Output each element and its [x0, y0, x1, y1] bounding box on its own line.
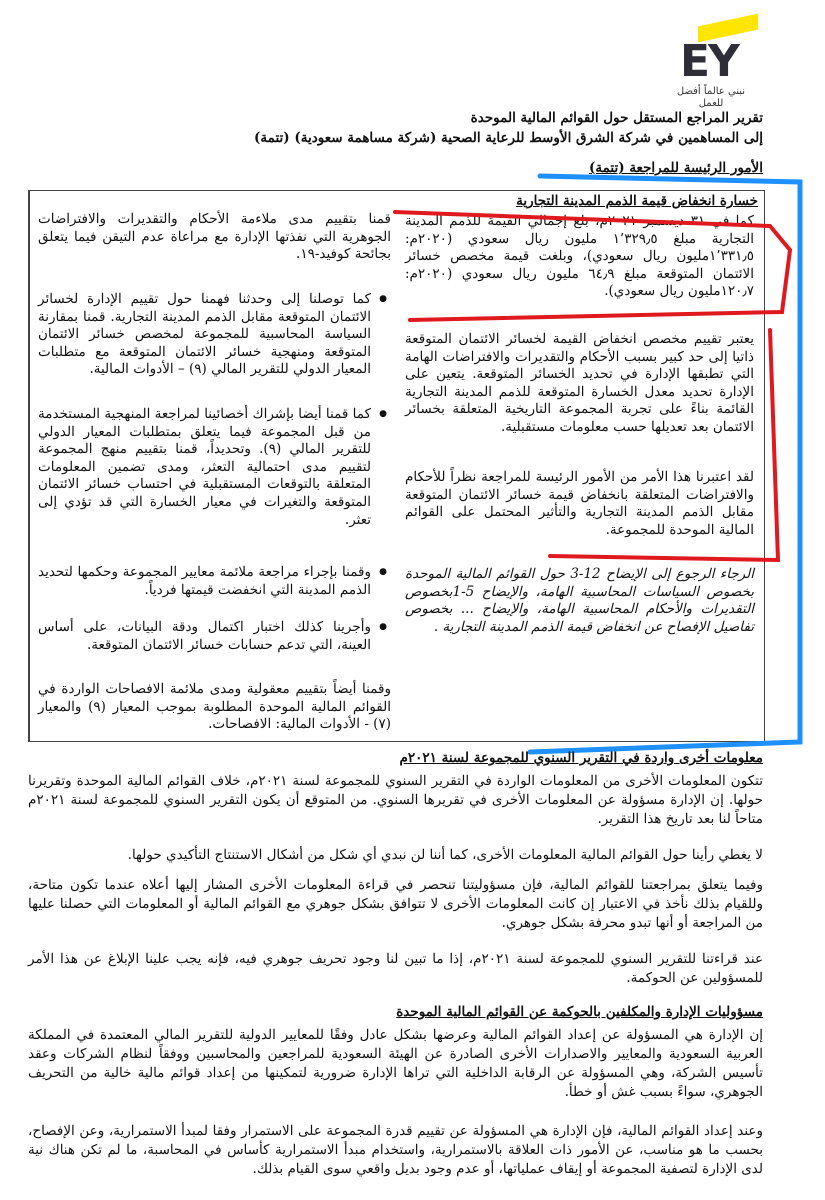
section-heading: الأمور الرئيسة للمراجعة (تتمة)	[588, 160, 763, 176]
logo-tagline: نبني عالماً أفضل للعمل	[676, 86, 746, 109]
report-subtitle: إلى المساهمين في شركة الشرق الأوسط للرعاية الصحية (شركة مساهمة سعودية) (تتمة)	[254, 130, 763, 146]
response-outro: وقمنا أيضاً بتقييم معقولية ومدى ملائمة الافصاحات الواردة في القوائم المالية الموحدة المطلوبة بموجب المعيار (٩) والمعيار (٧) - الأدوات المالية: الافصاحات.	[38, 681, 391, 733]
other-info-paragraph: عند قراءتنا للتقرير السنوي للمجموعة لسنة ٢٠٢١م، إذا ما تبين لنا وجود تحريف جوهري فيه، فإنه يجب علينا الإبلاغ عن هذا الأمر للمسؤولين عن الحوكمة.	[28, 951, 763, 986]
other-info-paragraph: وفيما يتعلق بمراجعتنا للقوائم المالية، فإن مسؤوليتنا تنحصر في قراءة المعلومات الأخرى المشار إليها أعلاه عندما تكون متاحة، وللقيام بذلك نأخذ في الاعتبار إن كانت المعلومات الأخرى لا تتوافق بشكل جوهري مع القوائم المالية أو المعلومات التي حصلنا عليها من المراجعة أو أنها تبدو محرفة بشكل جوهري.	[28, 877, 763, 931]
matter-heading: خسارة انخفاض قيمة الذمم المدينة التجارية	[516, 193, 758, 209]
response-bullet: ● كما توصلنا إلى وحدثنا فهمنا حول تقييم الإدارة لخسائر الائتمان المتوقعة مقابل الذمم المدينة التجارية. قمنا بمقارنة السياسة المحاسبية للمجموعة لمخصص خسائر الائتمان المتوقعة ومنهجية خسائر الائتمان المتوقعة مع متطلبات المعيار الدولي للتقرير المالي (٩) – الأدوات المالية.	[38, 291, 371, 379]
other-info-title: معلومات أخرى واردة في التقرير السنوي للمجموعة لسنة ٢٠٢١م	[399, 750, 763, 766]
responsibilities-paragraph: إن الإدارة هي المسؤولة عن إعداد القوائم المالية وعرضها بشكل عادل وفقًا للمعايير الدولية للتقرير المالي المعتمدة في المملكة العربية السعودية والمعايير والاصدارات الأخرى الصادرة عن الهيئة السعودية للمراجعين والمحاسبين ووفقاً لنظام الشركات وعقد تأسيس الشركة، وهي المسؤولة عن الرقابة الداخلية التي تراها الإدارة ضرورية لتمكينها من إعداد قوائم مالية خالية من التحريف الجوهري، سواءً بسبب غش أو خطأ.	[28, 1027, 763, 1100]
response-intro: قمنا بتقييم مدى ملاءمة الأحكام والتقديرات والافتراضات الجوهرية التي نفذتها الإدارة مع مراعاة عدم التيقن فيما يتعلق بجائحة كوفيد-١٩.	[38, 211, 391, 263]
response-bullet: ● وقمنا بإجراء مراجعة ملائمة معايير المجموعة وحكمها لتحديد الذمم المدينة التي انخفضت قيمتها فردياً.	[38, 564, 371, 599]
response-bullet: ● كما قمنا أيضا بإشراك أخصائينا لمراجعة المنهجية المستخدمة من قبل المجموعة فيما يتعلق بمتطلبات المعيار الدولي للتقرير المالي (٩). وتحديداً، قمنا بتقييم منهج المجموعة لتقييم مدى احتمالية التعثر، ومدى تضمين المعلومات المتعلقة بالتوقعات المستقبلية في احتساب خسائر الائتمان المتوقعة والتغيرات في معيار الخسارة التي قد تؤدي إلى تعثر.	[38, 406, 371, 529]
logo-brand: EY	[680, 36, 738, 87]
report-title: تقرير المراجع المستقل حول القوائم المالية الموحدة	[470, 110, 763, 126]
responsibilities-title: مسؤوليات الإدارة والمكلفين بالحوكمة عن القوائم المالية الموحدة	[396, 1004, 763, 1020]
note-reference: الرجاء الرجوع إلى الإيضاح 12-3 حول القوائم المالية الموحدة بخصوص السياسات المحاسبية الهامة، والإيضاح 5-1بخصوص التقديرات والأحكام المحاسبية الهامة، والإيضاح ... بخصوص تفاصيل الإفصاح عن انخفاض قيمة الذمم المدينة التجارية .	[405, 566, 754, 635]
ey-logo	[676, 8, 756, 108]
matter-paragraph: يعتبر تقييم مخصص انخفاض القيمة لخسائر الائتمان المتوقعة ذاتيا إلى حد كبير بسبب الأحكام والتقديرات والافتراضات الهامة التي تطبقها الإدارة في تحديد الخسائر المتوقعة. يتعين على الإدارة تحديد معدل الخسارة المتوقعة للذمم المدينة التجارية القائمة بناءً على تجربة المجموعة التاريخية المتعلقة بخسائر الائتمان بعد تعديلها حسب معلومات مستقبلية.	[405, 331, 754, 435]
key-audit-matter-table	[28, 190, 765, 742]
other-info-paragraph: لا يغطي رأينا حول القوائم المالية المعلومات الأخرى، كما أننا لن نبدي أي شكل من أشكال الاستنتاج التأكيدي حولها.	[127, 847, 763, 863]
matter-paragraph: كما في ٣١ ديسمبر ٢٠٢١م، بلغ إجمالي القيمة للذمم المدينة التجارية مبلغ ١٬٣٢٩٫٥ مليون ريال سعودي (٢٠٢٠م: ١٬٣٣١٫٥مليون ريال سعودي)، وبلغت قيمة مخصص خسائر الائتمان المتوقعة مبلغ ٦٤٫٩ مليون ريال سعودي (٢٠٢٠م: ١٢٠٫٧مليون ريال سعودي).	[405, 213, 755, 300]
matter-column	[399, 191, 764, 741]
other-info-paragraph: تتكون المعلومات الأخرى من المعلومات الواردة في التقرير السنوي للمجموعة لسنة ٢٠٢١م، خلاف القوائم المالية الموحدة وتقريرنا حولها. إن الإدارة مسؤولة عن المعلومات الأخرى في تقريرها السنوي. من المتوقع أن يكون التقرير السنوي للمجموعة لسنة ٢٠٢١م متاحاً لنا بعد تاريخ هذا التقرير.	[28, 773, 763, 827]
response-bullet: ● وأجرينا كذلك اختبار اكتمال ودقة البيانات، على أساس العينة، التي تدعم حسابات خسائر الائتمان المتوقعة.	[38, 619, 371, 654]
response-column	[29, 191, 399, 741]
responsibilities-paragraph: وعند إعداد القوائم المالية، فإن الإدارة هي المسؤولة عن تقييم قدرة المجموعة على الاستمرار وفقا لمبدأ الاستمرارية، وعن الإفصاح، بحسب ما هو مناسب، عن الأمور ذات العلاقة بالاستمرارية، واستخدام مبدأ الاستمرارية كأساس في المحاسبة، ما لم تكن هناك نية لدى الإدارة لتصفية المجموعة أو إيقاف عملياتها، أو عدم وجود بديل واقعي سوى القيام بذلك.	[28, 1123, 763, 1177]
matter-paragraph: لقد اعتبرنا هذا الأمر من الأمور الرئيسة للمراجعة نظراً للأحكام والافتراضات المتعلقة بانخفاض قيمة خسائر الائتمان المتوقعة مقابل الذمم المدينة التجارية والتأثير المحتمل على القوائم المالية الموحدة للمجموعة.	[405, 469, 754, 538]
